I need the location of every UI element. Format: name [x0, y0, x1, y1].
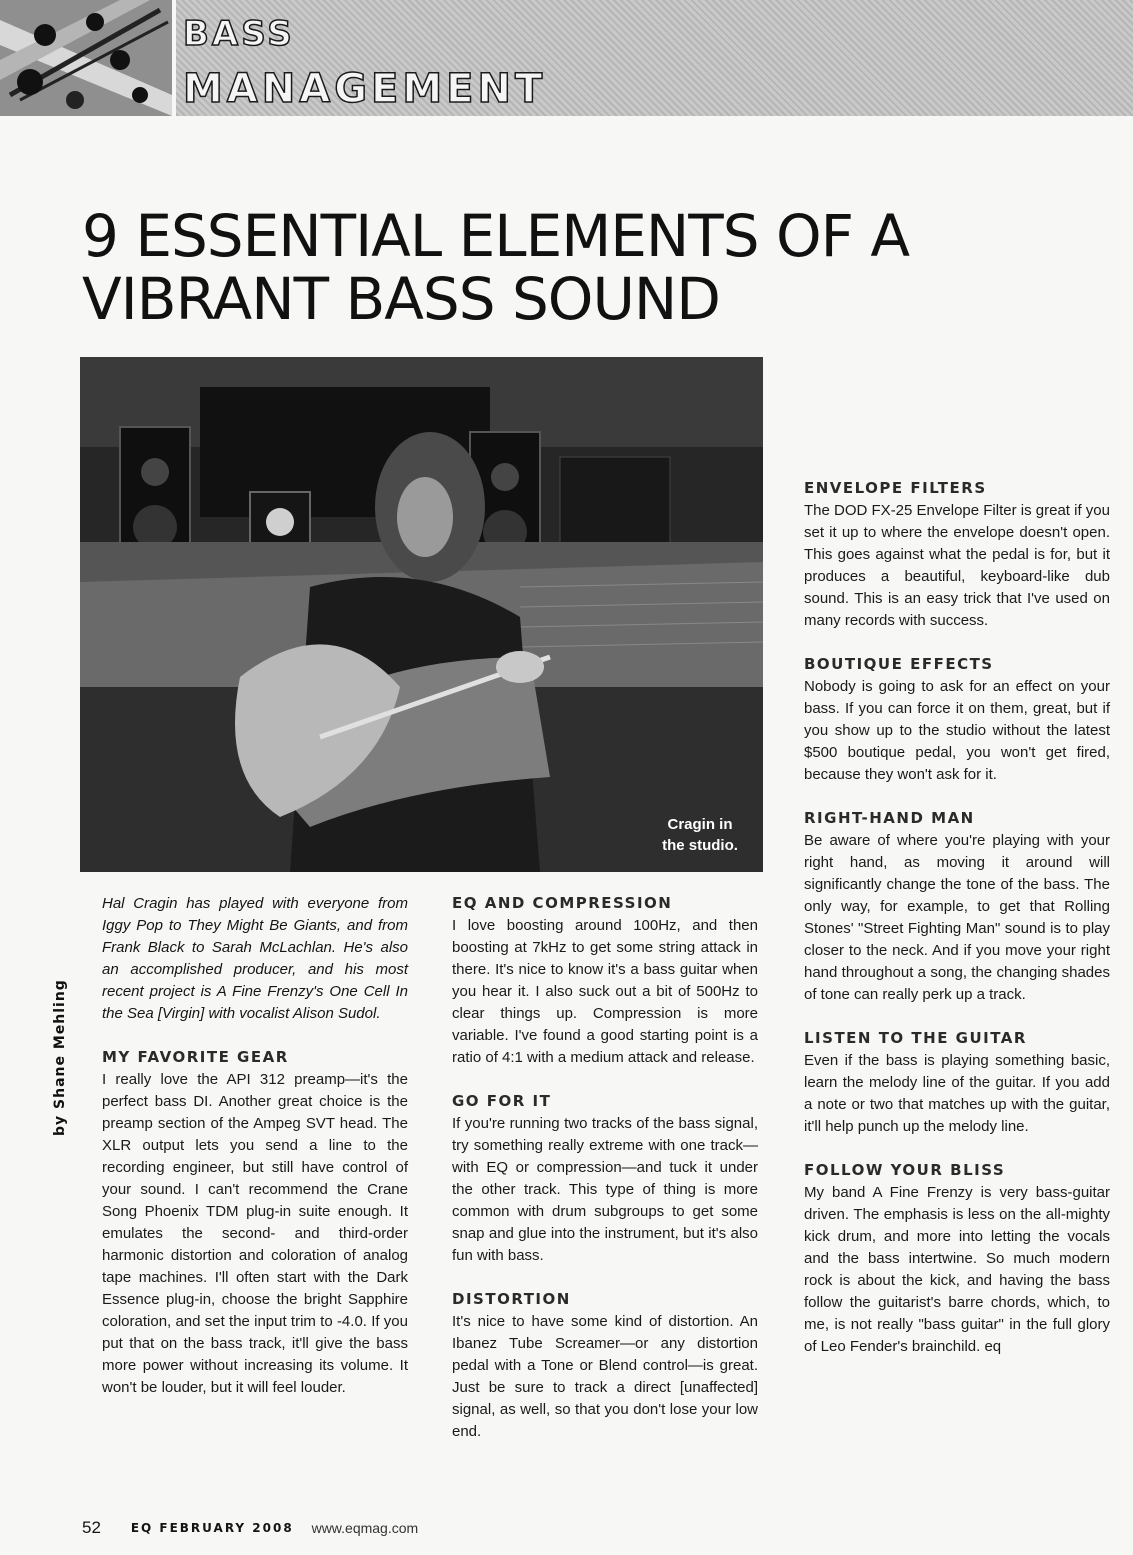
section-label-line2: MANAGEMENT — [183, 66, 547, 112]
section-body: Be aware of where you're playing with your right hand, as moving it around will significantly change the tone of the bass. The only way, for example, to get that Rolling Stones' "Street Fighting Man" sound is to play closer to the neck. And if you move your right hand throughout a song, the changing shades of tone can really perk up a track. — [804, 832, 1110, 1003]
section-label-line1: BASS — [183, 14, 295, 54]
section-eq-and-compression — [452, 893, 758, 1069]
banner-bass-illustration — [0, 0, 172, 116]
section-envelope-filters — [804, 478, 1110, 632]
section-body: Nobody is going to ask for an effect on your bass. If you can force it on them, great, but if you show up to the studio without the latest $500 boutique pedal, you won't get fired, because they won't ask for it. — [804, 678, 1110, 783]
section-heading: GO FOR IT — [452, 1092, 552, 1110]
section-my-favorite-gear — [102, 1047, 408, 1399]
section-heading: ENVELOPE FILTERS — [804, 479, 987, 497]
section-body: My band A Fine Frenzy is very bass-guitar driven. The emphasis is less on the all-mighty kick drum, and more into letting the vocals and the bass intertwine. So much modern rock is about the kick, and having the bass follow the guitarist's barre chords, which, to me, is not really "bass guitar" in the full glory of Leo Fender's brainchild. eq — [804, 1184, 1110, 1355]
column-3 — [804, 478, 1110, 1380]
section-body: If you're running two tracks of the bass signal, try something really extreme with one track—with EQ or compression—and tuck it under the other track. This type of thing is more common with drum subgroups to get some snap and glue into the instrument, but it's also fun with bass. — [452, 1115, 758, 1264]
section-body: It's nice to have some kind of distortion. An Ibanez Tube Screamer—or any distortion pedal with a Tone or Blend control—is great. Just be sure to track a direct [unaffected] signal, as well, so that you don't lose your low end. — [452, 1313, 758, 1440]
section-heading: DISTORTION — [452, 1290, 571, 1308]
section-heading: LISTEN TO THE GUITAR — [804, 1029, 1027, 1047]
section-right-hand-man — [804, 808, 1110, 1006]
section-heading: FOLLOW YOUR BLISS — [804, 1161, 1006, 1179]
article-photo — [80, 357, 763, 872]
section-heading: MY FAVORITE GEAR — [102, 1048, 289, 1066]
section-distortion — [452, 1289, 758, 1443]
section-heading: RIGHT-HAND MAN — [804, 809, 975, 827]
section-heading: BOUTIQUE EFFECTS — [804, 655, 994, 673]
page-footer — [82, 1518, 418, 1538]
section-body: Even if the bass is playing something basic, learn the melody line of the guitar. If you add a note or two that matches up with the guitar, it'll help punch up the melody line. — [804, 1052, 1110, 1135]
magazine-url[interactable]: www.eqmag.com — [311, 1520, 419, 1536]
column-1 — [102, 893, 408, 1421]
section-heading: EQ AND COMPRESSION — [452, 894, 673, 912]
section-listen-to-the-guitar — [804, 1028, 1110, 1138]
magazine-issue: EQ FEBRUARY 2008 — [130, 1521, 294, 1535]
page-number: 52 — [82, 1518, 101, 1537]
article-title: 9 ESSENTIAL ELEMENTS OF A VIBRANT BASS SOUND — [82, 202, 910, 333]
author-byline: by Shane Mehling — [52, 979, 68, 1136]
section-banner — [0, 0, 1133, 116]
column-2 — [452, 893, 758, 1465]
section-boutique-effects — [804, 654, 1110, 786]
section-go-for-it — [452, 1091, 758, 1267]
photo-caption: Cragin in the studio. — [662, 816, 738, 854]
banner-divider — [172, 0, 176, 116]
section-follow-your-bliss — [804, 1160, 1110, 1358]
section-body: I love boosting around 100Hz, and then boosting at 7kHz to get some string attack in there. It's nice to know it's a bass guitar when you hear it. I also suck out a bit of 500Hz to clear things up. Compression is more variable. I've found a good starting point is a ratio of 4:1 with a medium attack and release. — [452, 917, 758, 1066]
section-body: The DOD FX-25 Envelope Filter is great if you set it up to where the envelope doesn't open. This goes against what the pedal is for, but it produces a beautiful, keyboard-like dub sound. This is an easy trick that I've used on many records with success. — [804, 502, 1110, 629]
section-body: I really love the API 312 preamp—it's the perfect bass DI. Another great choice is the preamp section of the Ampeg SVT head. The XLR output lets you send a line to the recording engineer, but still have control of your sound. I can't recommend the Crane Song Phoenix TDM plug-in suite enough. It emulates the second- and third-order harmonic distortion and coloration of analog tape machines. I'll often start with the Dark Essence plug-in, choose the bright Sapphire coloration, and set the input trim to -4.0. If you put that on the bass track, it'll give the bass more power without increasing its volume. It won't be louder, but it will feel louder. — [102, 1071, 408, 1396]
bass-guitar-headstock-icon — [0, 0, 172, 116]
intro-paragraph: Hal Cragin has played with everyone from Iggy Pop to They Might Be Giants, and from Frank Black to Sarah McLachlan. He's also an accomplished producer, and his most recent project is A Fine Frenzy's One Cell In the Sea [Virgin] with vocalist Alison Sudol. — [102, 895, 408, 1022]
studio-photo-illustration — [80, 357, 763, 872]
